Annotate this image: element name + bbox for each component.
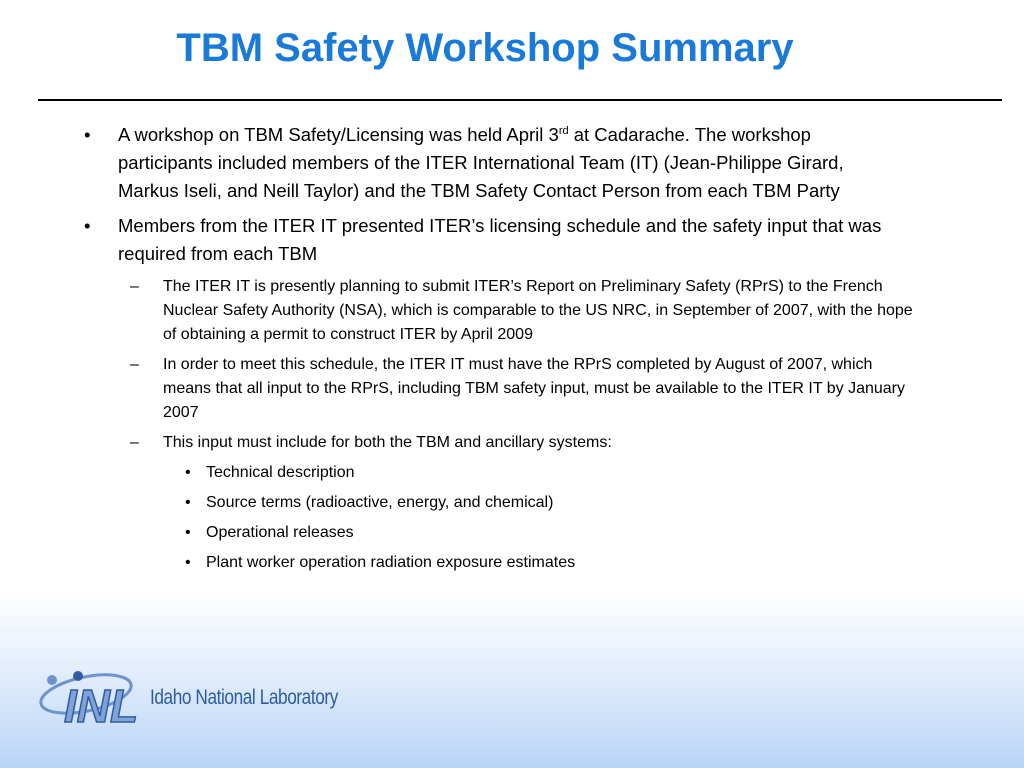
sub-sub-bullet-technical	[185, 461, 906, 485]
bullet-dot-icon: •	[185, 494, 191, 511]
bullet-members	[84, 212, 908, 268]
bullet-workshop-text-a: A workshop on TBM Safety/Licensing was held April 3	[118, 124, 559, 145]
sub-sub-bullet-operational	[185, 521, 906, 545]
slide-title: TBM Safety Workshop Summary	[176, 26, 794, 70]
bullet-members-text: Members from the ITER IT presented ITER’s licensing schedule and the safety input that was required from each TBM	[118, 215, 882, 264]
sub-bullet-input	[130, 431, 923, 455]
slide-body	[0, 121, 1024, 581]
dash-icon: –	[130, 434, 139, 451]
sub-sub-bullet-worker	[185, 551, 906, 575]
bullet-workshop-sup: rd	[558, 124, 569, 137]
inl-logo-text: Idaho National Laboratory	[150, 686, 338, 709]
dash-icon: –	[130, 356, 139, 373]
dash-icon: –	[130, 278, 139, 295]
sub-sub-bullet-text: Technical description	[206, 464, 355, 481]
sub-sub-bullet-source	[185, 491, 906, 515]
inl-logo-mark: INL	[64, 680, 139, 730]
sub-bullet-rprs-plan	[130, 275, 923, 347]
sub-bullet-text: The ITER IT is presently planning to submit ITER’s Report on Preliminary Safety (RPrS) to the French Nuclear Safety Authority (NSA), which is comparable to the US NRC, in September of 2007, with the hope of obtaining a permit to construct ITER by April 2009	[163, 278, 913, 343]
title-divider	[38, 99, 1002, 101]
bullet-dot-icon: •	[185, 464, 191, 481]
sub-bullet-text: In order to meet this schedule, the ITER IT must have the RPrS completed by August of 2007, which means that all input to the RPrS, including TBM safety input, must be available to the ITER IT by January 2007	[163, 356, 906, 421]
sub-sub-bullet-text: Operational releases	[206, 524, 354, 541]
bullet-workshop	[84, 121, 908, 205]
bullet-dot-icon: •	[84, 124, 91, 145]
sub-bullet-text: This input must include for both the TBM and ancillary systems:	[163, 434, 612, 451]
sub-bullet-schedule	[130, 353, 923, 425]
sub-sub-bullet-text: Source terms (radioactive, energy, and chemical)	[206, 494, 554, 511]
bullet-dot-icon: •	[84, 215, 91, 236]
bullet-dot-icon: •	[185, 554, 191, 571]
bullet-dot-icon: •	[185, 524, 191, 541]
bullet-workshop-text-b: at Cadarache. The workshop participants included members of the ITER International Team (IT) (Jean-Philippe Girard, Markus Iseli, and Neill Taylor) and the TBM Safety Contact Person from each TBM Party	[118, 124, 844, 201]
sub-sub-bullet-text: Plant worker operation radiation exposure estimates	[206, 554, 576, 571]
